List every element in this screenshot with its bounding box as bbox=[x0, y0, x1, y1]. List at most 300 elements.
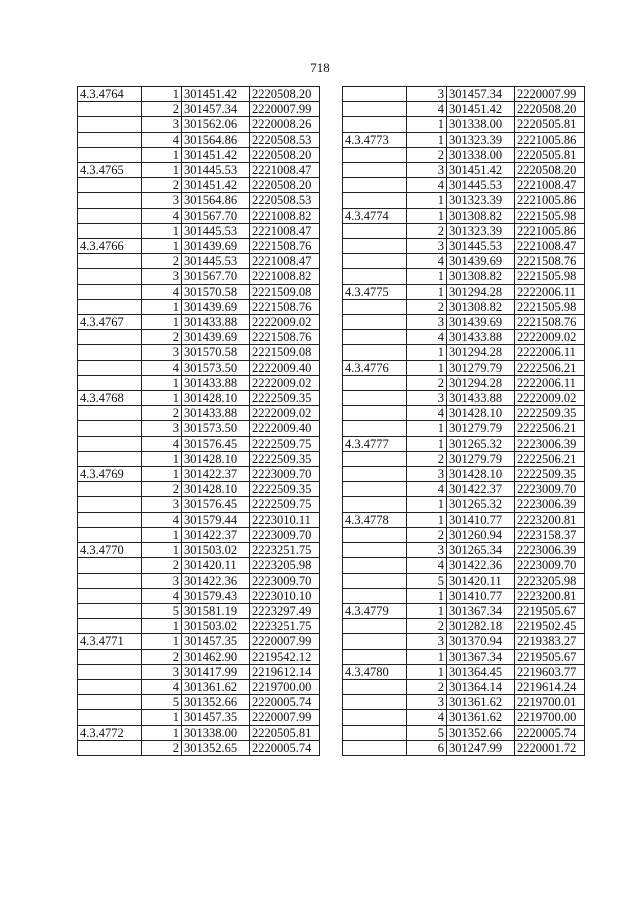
y-coordinate-cell: 2219502.45 bbox=[515, 619, 585, 634]
x-coordinate-cell: 301562.06 bbox=[182, 117, 250, 132]
y-coordinate-cell: 2221008.47 bbox=[250, 254, 320, 269]
x-coordinate-cell: 301428.10 bbox=[447, 467, 515, 482]
point-number-cell: 2 bbox=[142, 102, 182, 117]
point-number-cell: 1 bbox=[142, 619, 182, 634]
x-coordinate-cell: 301573.50 bbox=[182, 421, 250, 436]
table-row bbox=[343, 482, 585, 497]
parcel-id-cell bbox=[343, 269, 407, 284]
point-number-cell: 2 bbox=[142, 482, 182, 497]
parcel-id-cell bbox=[78, 208, 142, 223]
point-number-cell: 3 bbox=[142, 269, 182, 284]
y-coordinate-cell: 2220508.53 bbox=[250, 193, 320, 208]
point-number-cell: 4 bbox=[407, 102, 447, 117]
x-coordinate-cell: 301445.53 bbox=[182, 163, 250, 178]
y-coordinate-cell: 2221005.86 bbox=[515, 223, 585, 238]
x-coordinate-cell: 301279.79 bbox=[447, 451, 515, 466]
y-coordinate-cell: 2222509.75 bbox=[250, 436, 320, 451]
parcel-id-cell bbox=[78, 512, 142, 527]
x-coordinate-cell: 301294.28 bbox=[447, 345, 515, 360]
x-coordinate-cell: 301422.36 bbox=[182, 573, 250, 588]
point-number-cell: 4 bbox=[142, 436, 182, 451]
y-coordinate-cell: 2223006.39 bbox=[515, 543, 585, 558]
point-number-cell: 3 bbox=[407, 163, 447, 178]
x-coordinate-cell: 301247.99 bbox=[447, 740, 515, 755]
x-coordinate-cell: 301445.53 bbox=[182, 223, 250, 238]
x-coordinate-cell: 301451.42 bbox=[182, 87, 250, 102]
y-coordinate-cell: 2221508.76 bbox=[515, 315, 585, 330]
point-number-cell: 1 bbox=[142, 163, 182, 178]
table-row bbox=[343, 588, 585, 603]
table-row bbox=[78, 695, 320, 710]
table-row bbox=[78, 421, 320, 436]
point-number-cell: 1 bbox=[407, 117, 447, 132]
x-coordinate-cell: 301352.65 bbox=[182, 740, 250, 755]
parcel-id-cell: 4.3.4778 bbox=[343, 512, 407, 527]
page-number: 718 bbox=[310, 60, 330, 75]
parcel-id-cell bbox=[78, 132, 142, 147]
y-coordinate-cell: 2222009.40 bbox=[250, 421, 320, 436]
table-row bbox=[343, 695, 585, 710]
y-coordinate-cell: 2219505.67 bbox=[515, 649, 585, 664]
point-number-cell: 1 bbox=[142, 223, 182, 238]
y-coordinate-cell: 2220005.74 bbox=[250, 740, 320, 755]
point-number-cell: 2 bbox=[142, 740, 182, 755]
y-coordinate-cell: 2223010.11 bbox=[250, 512, 320, 527]
table-row bbox=[78, 497, 320, 512]
point-number-cell: 3 bbox=[142, 573, 182, 588]
parcel-id-cell bbox=[78, 573, 142, 588]
y-coordinate-cell: 2222509.35 bbox=[250, 391, 320, 406]
table-row bbox=[343, 391, 585, 406]
table-row bbox=[343, 436, 585, 451]
x-coordinate-cell: 301422.37 bbox=[447, 482, 515, 497]
parcel-id-cell bbox=[78, 710, 142, 725]
x-coordinate-cell: 301417.99 bbox=[182, 664, 250, 679]
point-number-cell: 2 bbox=[407, 679, 447, 694]
table-row bbox=[78, 87, 320, 102]
table-row bbox=[343, 239, 585, 254]
y-coordinate-cell: 2221008.47 bbox=[250, 223, 320, 238]
point-number-cell: 1 bbox=[407, 345, 447, 360]
parcel-id-cell: 4.3.4772 bbox=[78, 725, 142, 740]
parcel-id-cell bbox=[78, 330, 142, 345]
point-number-cell: 2 bbox=[407, 147, 447, 162]
x-coordinate-cell: 301361.62 bbox=[182, 679, 250, 694]
x-coordinate-cell: 301265.32 bbox=[447, 497, 515, 512]
parcel-id-cell bbox=[78, 740, 142, 755]
parcel-id-cell bbox=[78, 193, 142, 208]
y-coordinate-cell: 2221008.47 bbox=[250, 163, 320, 178]
parcel-id-cell bbox=[78, 649, 142, 664]
table-row bbox=[78, 619, 320, 634]
point-number-cell: 4 bbox=[142, 360, 182, 375]
parcel-id-cell: 4.3.4764 bbox=[78, 87, 142, 102]
point-number-cell: 4 bbox=[142, 284, 182, 299]
table-row bbox=[343, 132, 585, 147]
table-row bbox=[78, 740, 320, 755]
x-coordinate-cell: 301428.10 bbox=[447, 406, 515, 421]
point-number-cell: 1 bbox=[407, 664, 447, 679]
point-number-cell: 5 bbox=[407, 725, 447, 740]
point-number-cell: 1 bbox=[407, 421, 447, 436]
table-row bbox=[343, 223, 585, 238]
x-coordinate-cell: 301439.69 bbox=[182, 239, 250, 254]
x-coordinate-cell: 301564.86 bbox=[182, 132, 250, 147]
point-number-cell: 4 bbox=[407, 254, 447, 269]
table-row bbox=[78, 436, 320, 451]
point-number-cell: 5 bbox=[142, 603, 182, 618]
parcel-id-cell bbox=[78, 482, 142, 497]
y-coordinate-cell: 2219614.24 bbox=[515, 679, 585, 694]
x-coordinate-cell: 301451.42 bbox=[182, 178, 250, 193]
x-coordinate-cell: 301260.94 bbox=[447, 527, 515, 542]
point-number-cell: 3 bbox=[142, 664, 182, 679]
table-row bbox=[78, 482, 320, 497]
parcel-id-cell bbox=[78, 254, 142, 269]
parcel-id-cell bbox=[343, 588, 407, 603]
point-number-cell: 3 bbox=[142, 193, 182, 208]
point-number-cell: 1 bbox=[142, 634, 182, 649]
y-coordinate-cell: 2222506.21 bbox=[515, 421, 585, 436]
parcel-id-cell: 4.3.4776 bbox=[343, 360, 407, 375]
x-coordinate-cell: 301279.79 bbox=[447, 360, 515, 375]
x-coordinate-cell: 301579.44 bbox=[182, 512, 250, 527]
y-coordinate-cell: 2222009.40 bbox=[250, 360, 320, 375]
table-row bbox=[78, 588, 320, 603]
table-row bbox=[343, 147, 585, 162]
point-number-cell: 3 bbox=[142, 497, 182, 512]
x-coordinate-cell: 301420.11 bbox=[447, 573, 515, 588]
parcel-id-cell bbox=[343, 87, 407, 102]
x-coordinate-cell: 301265.34 bbox=[447, 543, 515, 558]
y-coordinate-cell: 2221008.47 bbox=[515, 178, 585, 193]
x-coordinate-cell: 301308.82 bbox=[447, 269, 515, 284]
parcel-id-cell: 4.3.4775 bbox=[343, 284, 407, 299]
parcel-id-cell bbox=[78, 406, 142, 421]
coordinates-table-left bbox=[77, 86, 320, 756]
table-row bbox=[78, 451, 320, 466]
x-coordinate-cell: 301457.35 bbox=[182, 710, 250, 725]
parcel-id-cell bbox=[343, 239, 407, 254]
x-coordinate-cell: 301445.53 bbox=[447, 178, 515, 193]
parcel-id-cell bbox=[343, 117, 407, 132]
point-number-cell: 4 bbox=[407, 558, 447, 573]
parcel-id-cell bbox=[78, 619, 142, 634]
table-row bbox=[343, 117, 585, 132]
y-coordinate-cell: 2219700.01 bbox=[515, 695, 585, 710]
table-row bbox=[78, 299, 320, 314]
point-number-cell: 1 bbox=[142, 391, 182, 406]
table-row bbox=[78, 163, 320, 178]
table-row bbox=[343, 315, 585, 330]
y-coordinate-cell: 2222509.35 bbox=[250, 451, 320, 466]
x-coordinate-cell: 301433.88 bbox=[182, 315, 250, 330]
point-number-cell: 1 bbox=[142, 147, 182, 162]
y-coordinate-cell: 2220508.20 bbox=[515, 163, 585, 178]
table-row bbox=[343, 679, 585, 694]
x-coordinate-cell: 301422.37 bbox=[182, 527, 250, 542]
point-number-cell: 3 bbox=[142, 345, 182, 360]
y-coordinate-cell: 2222006.11 bbox=[515, 375, 585, 390]
point-number-cell: 1 bbox=[142, 451, 182, 466]
point-number-cell: 2 bbox=[407, 451, 447, 466]
table-row bbox=[343, 619, 585, 634]
parcel-id-cell: 4.3.4765 bbox=[78, 163, 142, 178]
parcel-id-cell bbox=[78, 451, 142, 466]
point-number-cell: 2 bbox=[142, 254, 182, 269]
parcel-id-cell bbox=[343, 254, 407, 269]
point-number-cell: 4 bbox=[142, 679, 182, 694]
table-row bbox=[343, 710, 585, 725]
parcel-id-cell bbox=[78, 284, 142, 299]
point-number-cell: 3 bbox=[407, 315, 447, 330]
table-row bbox=[78, 330, 320, 345]
y-coordinate-cell: 2219542.12 bbox=[250, 649, 320, 664]
table-row bbox=[343, 543, 585, 558]
table-row bbox=[343, 330, 585, 345]
parcel-id-cell: 4.3.4766 bbox=[78, 239, 142, 254]
y-coordinate-cell: 2220508.53 bbox=[250, 132, 320, 147]
parcel-id-cell bbox=[78, 147, 142, 162]
point-number-cell: 5 bbox=[142, 695, 182, 710]
x-coordinate-cell: 301428.10 bbox=[182, 482, 250, 497]
parcel-id-cell bbox=[78, 223, 142, 238]
table-row bbox=[78, 664, 320, 679]
x-coordinate-cell: 301451.42 bbox=[182, 147, 250, 162]
y-coordinate-cell: 2221509.08 bbox=[250, 345, 320, 360]
parcel-id-cell bbox=[343, 497, 407, 512]
y-coordinate-cell: 2223009.70 bbox=[515, 482, 585, 497]
x-coordinate-cell: 301338.00 bbox=[182, 725, 250, 740]
parcel-id-cell bbox=[78, 299, 142, 314]
parcel-id-cell bbox=[78, 603, 142, 618]
y-coordinate-cell: 2221505.98 bbox=[515, 208, 585, 223]
x-coordinate-cell: 301576.45 bbox=[182, 436, 250, 451]
table-row bbox=[78, 102, 320, 117]
point-number-cell: 3 bbox=[407, 543, 447, 558]
parcel-id-cell bbox=[343, 695, 407, 710]
y-coordinate-cell: 2223006.39 bbox=[515, 436, 585, 451]
point-number-cell: 1 bbox=[142, 375, 182, 390]
point-number-cell: 2 bbox=[407, 619, 447, 634]
parcel-id-cell bbox=[343, 451, 407, 466]
x-coordinate-cell: 301503.02 bbox=[182, 543, 250, 558]
point-number-cell: 1 bbox=[142, 299, 182, 314]
x-coordinate-cell: 301567.70 bbox=[182, 208, 250, 223]
table-row bbox=[343, 360, 585, 375]
y-coordinate-cell: 2221505.98 bbox=[515, 269, 585, 284]
y-coordinate-cell: 2220007.99 bbox=[250, 102, 320, 117]
parcel-id-cell bbox=[343, 573, 407, 588]
table-row bbox=[78, 679, 320, 694]
table-row bbox=[78, 527, 320, 542]
y-coordinate-cell: 2220007.99 bbox=[250, 634, 320, 649]
table-row bbox=[343, 284, 585, 299]
x-coordinate-cell: 301323.39 bbox=[447, 223, 515, 238]
x-coordinate-cell: 301364.14 bbox=[447, 679, 515, 694]
table-row bbox=[78, 117, 320, 132]
parcel-id-cell bbox=[343, 619, 407, 634]
y-coordinate-cell: 2221008.47 bbox=[515, 239, 585, 254]
y-coordinate-cell: 2223297.49 bbox=[250, 603, 320, 618]
point-number-cell: 4 bbox=[142, 588, 182, 603]
parcel-id-cell bbox=[78, 497, 142, 512]
parcel-id-cell: 4.3.4770 bbox=[78, 543, 142, 558]
x-coordinate-cell: 301361.62 bbox=[447, 710, 515, 725]
parcel-id-cell bbox=[78, 558, 142, 573]
point-number-cell: 4 bbox=[407, 482, 447, 497]
parcel-id-cell: 4.3.4777 bbox=[343, 436, 407, 451]
y-coordinate-cell: 2223200.81 bbox=[515, 588, 585, 603]
y-coordinate-cell: 2223205.98 bbox=[515, 573, 585, 588]
table-row bbox=[78, 345, 320, 360]
x-coordinate-cell: 301428.10 bbox=[182, 451, 250, 466]
parcel-id-cell bbox=[343, 147, 407, 162]
x-coordinate-cell: 301439.69 bbox=[182, 330, 250, 345]
table-row bbox=[78, 208, 320, 223]
point-number-cell: 1 bbox=[142, 87, 182, 102]
point-number-cell: 3 bbox=[407, 391, 447, 406]
x-coordinate-cell: 301428.10 bbox=[182, 391, 250, 406]
x-coordinate-cell: 301451.42 bbox=[447, 163, 515, 178]
point-number-cell: 4 bbox=[142, 512, 182, 527]
y-coordinate-cell: 2220508.20 bbox=[250, 147, 320, 162]
point-number-cell: 2 bbox=[407, 299, 447, 314]
table-row bbox=[343, 603, 585, 618]
x-coordinate-cell: 301265.32 bbox=[447, 436, 515, 451]
table-row bbox=[343, 558, 585, 573]
parcel-id-cell bbox=[343, 193, 407, 208]
table-row bbox=[78, 284, 320, 299]
y-coordinate-cell: 2222009.02 bbox=[515, 391, 585, 406]
x-coordinate-cell: 301439.69 bbox=[447, 315, 515, 330]
table-row bbox=[343, 102, 585, 117]
x-coordinate-cell: 301564.86 bbox=[182, 193, 250, 208]
parcel-id-cell bbox=[343, 421, 407, 436]
y-coordinate-cell: 2222506.21 bbox=[515, 360, 585, 375]
table-row bbox=[78, 512, 320, 527]
point-number-cell: 4 bbox=[407, 406, 447, 421]
parcel-id-cell bbox=[78, 664, 142, 679]
parcel-id-cell bbox=[343, 740, 407, 755]
parcel-id-cell bbox=[343, 178, 407, 193]
x-coordinate-cell: 301457.34 bbox=[447, 87, 515, 102]
y-coordinate-cell: 2221005.86 bbox=[515, 132, 585, 147]
point-number-cell: 4 bbox=[142, 208, 182, 223]
x-coordinate-cell: 301367.34 bbox=[447, 603, 515, 618]
parcel-id-cell bbox=[343, 406, 407, 421]
table-row bbox=[78, 603, 320, 618]
x-coordinate-cell: 301308.82 bbox=[447, 208, 515, 223]
x-coordinate-cell: 301282.18 bbox=[447, 619, 515, 634]
x-coordinate-cell: 301420.11 bbox=[182, 558, 250, 573]
point-number-cell: 2 bbox=[142, 406, 182, 421]
point-number-cell: 2 bbox=[142, 649, 182, 664]
x-coordinate-cell: 301361.62 bbox=[447, 695, 515, 710]
point-number-cell: 3 bbox=[407, 467, 447, 482]
table-row bbox=[78, 375, 320, 390]
y-coordinate-cell: 2220008.26 bbox=[250, 117, 320, 132]
y-coordinate-cell: 2220505.81 bbox=[515, 147, 585, 162]
x-coordinate-cell: 301433.88 bbox=[182, 406, 250, 421]
parcel-id-cell bbox=[343, 330, 407, 345]
table-row bbox=[78, 315, 320, 330]
parcel-id-cell bbox=[343, 558, 407, 573]
y-coordinate-cell: 2219612.14 bbox=[250, 664, 320, 679]
table-row bbox=[343, 451, 585, 466]
parcel-id-cell bbox=[78, 695, 142, 710]
y-coordinate-cell: 2221008.82 bbox=[250, 269, 320, 284]
point-number-cell: 3 bbox=[407, 87, 447, 102]
parcel-id-cell bbox=[343, 527, 407, 542]
table-row bbox=[343, 178, 585, 193]
y-coordinate-cell: 2223006.39 bbox=[515, 497, 585, 512]
parcel-id-cell bbox=[343, 710, 407, 725]
y-coordinate-cell: 2220007.99 bbox=[515, 87, 585, 102]
table-row bbox=[78, 360, 320, 375]
point-number-cell: 1 bbox=[142, 315, 182, 330]
x-coordinate-cell: 301451.42 bbox=[447, 102, 515, 117]
y-coordinate-cell: 2223251.75 bbox=[250, 543, 320, 558]
x-coordinate-cell: 301457.34 bbox=[182, 102, 250, 117]
x-coordinate-cell: 301410.77 bbox=[447, 588, 515, 603]
y-coordinate-cell: 2222509.35 bbox=[250, 482, 320, 497]
point-number-cell: 2 bbox=[142, 558, 182, 573]
parcel-id-cell bbox=[78, 178, 142, 193]
y-coordinate-cell: 2221508.76 bbox=[250, 330, 320, 345]
table-row bbox=[78, 391, 320, 406]
parcel-id-cell bbox=[343, 543, 407, 558]
point-number-cell: 1 bbox=[407, 512, 447, 527]
table-row bbox=[78, 467, 320, 482]
y-coordinate-cell: 2223009.70 bbox=[515, 558, 585, 573]
parcel-id-cell bbox=[78, 117, 142, 132]
table-row bbox=[78, 649, 320, 664]
x-coordinate-cell: 301433.88 bbox=[447, 391, 515, 406]
point-number-cell: 3 bbox=[407, 695, 447, 710]
table-row bbox=[343, 573, 585, 588]
y-coordinate-cell: 2220505.81 bbox=[250, 725, 320, 740]
table-row bbox=[78, 223, 320, 238]
y-coordinate-cell: 2220508.20 bbox=[515, 102, 585, 117]
point-number-cell: 1 bbox=[142, 710, 182, 725]
x-coordinate-cell: 301573.50 bbox=[182, 360, 250, 375]
y-coordinate-cell: 2222009.02 bbox=[250, 406, 320, 421]
point-number-cell: 2 bbox=[142, 330, 182, 345]
table-row bbox=[343, 299, 585, 314]
table-row bbox=[343, 649, 585, 664]
x-coordinate-cell: 301576.45 bbox=[182, 497, 250, 512]
y-coordinate-cell: 2222006.11 bbox=[515, 284, 585, 299]
parcel-id-cell bbox=[343, 725, 407, 740]
parcel-id-cell: 4.3.4774 bbox=[343, 208, 407, 223]
x-coordinate-cell: 301308.82 bbox=[447, 299, 515, 314]
y-coordinate-cell: 2219603.77 bbox=[515, 664, 585, 679]
x-coordinate-cell: 301323.39 bbox=[447, 132, 515, 147]
x-coordinate-cell: 301370.94 bbox=[447, 634, 515, 649]
parcel-id-cell bbox=[78, 269, 142, 284]
x-coordinate-cell: 301367.34 bbox=[447, 649, 515, 664]
table-row bbox=[343, 421, 585, 436]
point-number-cell: 1 bbox=[407, 649, 447, 664]
y-coordinate-cell: 2221509.08 bbox=[250, 284, 320, 299]
point-number-cell: 1 bbox=[407, 284, 447, 299]
table-row bbox=[343, 634, 585, 649]
y-coordinate-cell: 2222009.02 bbox=[250, 315, 320, 330]
parcel-id-cell bbox=[343, 649, 407, 664]
table-row bbox=[78, 558, 320, 573]
x-coordinate-cell: 301352.66 bbox=[447, 725, 515, 740]
